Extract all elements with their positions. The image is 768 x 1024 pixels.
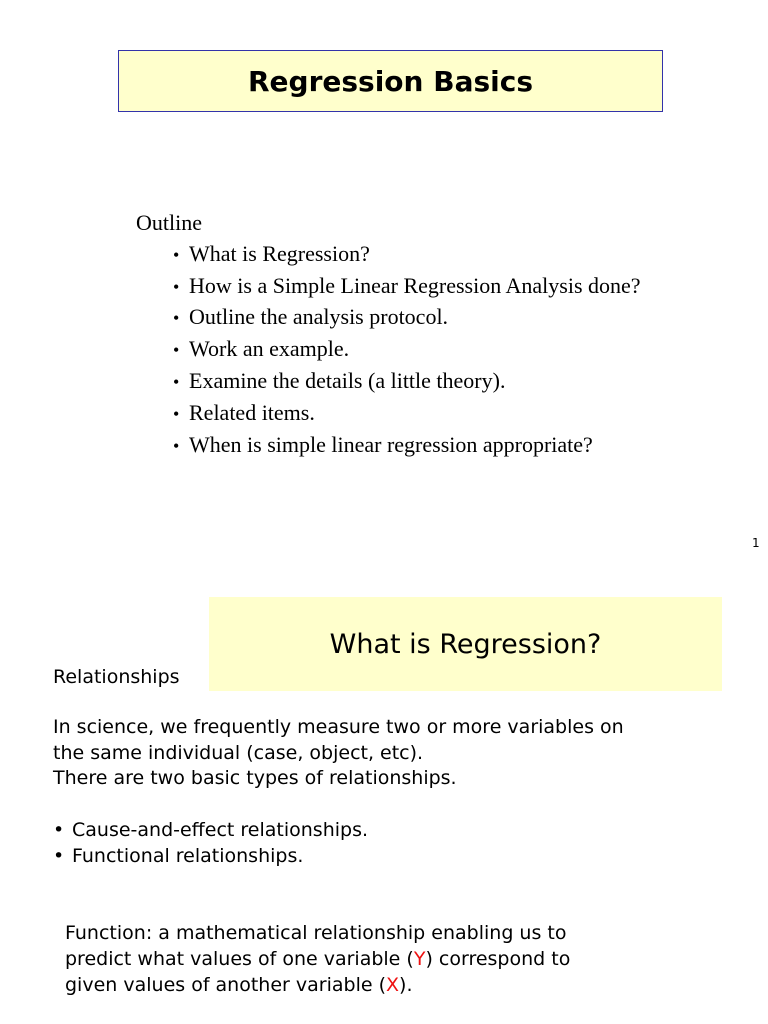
- outline-item: • What is Regression?: [173, 239, 641, 271]
- function-text-segment: predict what values of one variable (: [65, 948, 414, 970]
- outline-section: [136, 208, 641, 461]
- function-line: [65, 946, 745, 972]
- outline-item: • Work an example.: [173, 334, 641, 366]
- outline-item: • Related items.: [173, 398, 641, 430]
- outline-item: • When is simple linear regression appropriate?: [173, 430, 641, 462]
- slide-title-box: [118, 50, 663, 112]
- paragraph-line: the same individual (case, object, etc).: [53, 741, 424, 764]
- paragraph-line: In science, we frequently measure two or more variables on: [53, 716, 624, 738]
- function-text-segment: given values of another variable (: [65, 974, 386, 996]
- function-definition: [65, 920, 745, 998]
- function-text-segment: ).: [399, 974, 413, 996]
- variable-x: X: [386, 974, 400, 996]
- page-number: 1: [752, 536, 760, 550]
- slide-title: Regression Basics: [247, 64, 533, 98]
- intro-paragraph: [53, 715, 753, 792]
- paragraph-line: There are two basic types of relationships.: [53, 767, 457, 789]
- relationship-type-item: • Cause-and-effect relationships.: [53, 818, 368, 844]
- section-title-box: [209, 597, 722, 691]
- relationship-type-item: • Functional relationships.: [53, 844, 368, 870]
- outline-item: • How is a Simple Linear Regression Analysis done?: [173, 271, 641, 303]
- relationships-label: Relationships: [53, 666, 180, 688]
- function-line: Function: a mathematical relationship enabling us to: [65, 922, 567, 944]
- section-title: What is Regression?: [329, 628, 602, 660]
- outline-item: • Outline the analysis protocol.: [173, 302, 641, 334]
- function-text-segment: ) correspond to: [425, 948, 571, 970]
- outline-item: • Examine the details (a little theory).: [173, 366, 641, 398]
- function-line: [65, 972, 745, 998]
- outline-list: [136, 239, 641, 462]
- outline-heading: Outline: [136, 210, 202, 235]
- variable-y: Y: [413, 948, 426, 970]
- relationship-types-list: [53, 818, 368, 869]
